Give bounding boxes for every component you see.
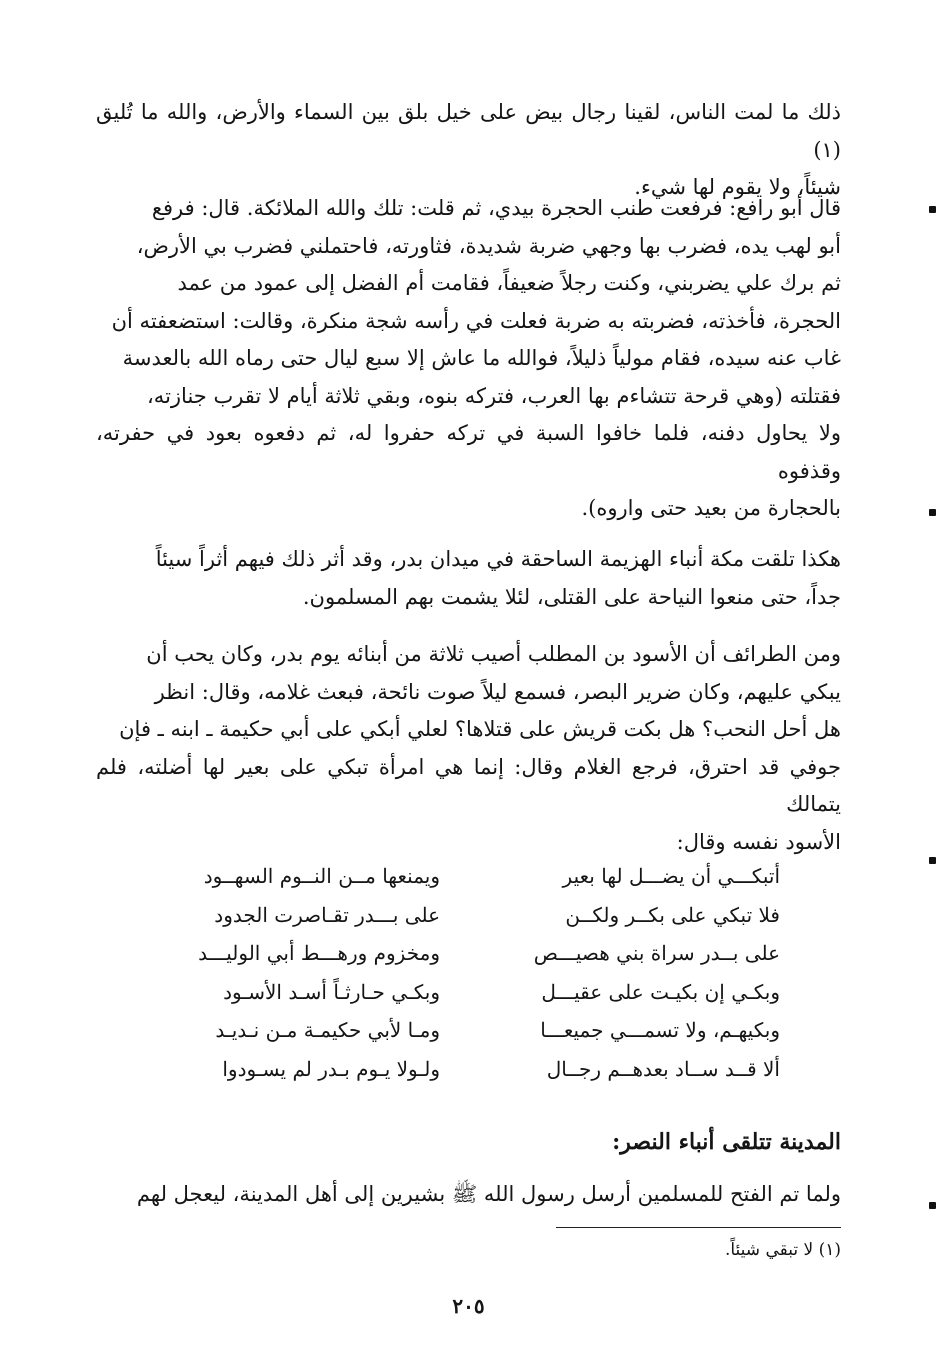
margin-mark bbox=[929, 206, 936, 213]
poem-first-hemistich: فلا تبكي على بكــر ولكــن bbox=[565, 902, 780, 927]
margin-mark bbox=[929, 1202, 936, 1209]
paragraph-line: بالحجارة من بعيد حتى واروه). bbox=[581, 496, 841, 520]
poem bbox=[160, 857, 780, 1088]
paragraph-line: ولا يحاول دفنه، فلما خافوا السبة في تركه حفروا له، ثم دفعوه بعود في حفرته، وقذفوه bbox=[96, 421, 841, 483]
section-heading: المدينة تتلقى أنباء النصر: bbox=[612, 1129, 841, 1155]
paragraph-4 bbox=[96, 636, 841, 861]
paragraph-line: يبكي عليهم، وكان ضرير البصر، فسمع ليلاً صوت نائحة، فبعث غلامه، وقال: انظر bbox=[154, 679, 841, 704]
poem-first-hemistich: أتبكـــي أن يضـــل لها بعير bbox=[562, 864, 780, 889]
margin-mark bbox=[929, 857, 936, 864]
paragraph-line: هل أحل النحب؟ هل بكت قريش على قتلاها؟ لعلي أبكي على أبي حكيمة ـ ابنه ـ فإن bbox=[119, 717, 841, 741]
margin-mark bbox=[929, 509, 936, 516]
paragraph-line: الحجرة، فأخذته، فضربته به ضربة فعلت في رأسه شجة منكرة، وقالت: استضعفته أن bbox=[111, 308, 841, 333]
poem-verse bbox=[160, 934, 780, 973]
poem-first-hemistich: وبكيهـم، ولا تسمـــي جميعـــا bbox=[540, 1018, 780, 1043]
footnote: (١) لا تبقي شيئاً. bbox=[724, 1240, 841, 1260]
paragraph-line: ذلك ما لمت الناس، لقينا رجال بيض على خيل بلق بين السماء والأرض، والله ما تُليق (١) bbox=[96, 100, 841, 162]
poem-second-hemistich: ومـا لأبي حكيمـة مـن نـديـد bbox=[215, 1018, 440, 1043]
paragraph-line: أبو لهب يده، فضرب بها وجهي ضربة شديدة، فثاورته، فاحتملني فضرب بي الأرض، bbox=[136, 233, 841, 258]
poem-verse bbox=[160, 896, 780, 935]
poem-verse bbox=[160, 857, 780, 896]
paragraph-line: ثم برك علي يضربني، وكنت رجلاً ضعيفاً، فقامت أم الفضل إلى عمود من عمد bbox=[177, 271, 841, 295]
poem-verse bbox=[160, 1050, 780, 1089]
poem-first-hemistich: على بــدر سراة بني هصيـــص bbox=[533, 941, 780, 966]
poem-verse bbox=[160, 973, 780, 1012]
poem-first-hemistich: وبكـي إن بكيـت على عقيـــل bbox=[541, 979, 780, 1004]
poem-second-hemistich: على بـــدر تقـاصرت الجدود bbox=[214, 902, 440, 927]
paragraph-line: جوفي قد احترق، فرجع الغلام وقال: إنما هي امرأة تبكي على بعير لها أضلته، فلم يتمالك bbox=[96, 754, 841, 816]
paragraph-line: الأسود نفسه وقال: bbox=[676, 829, 841, 854]
poem-second-hemistich: ويمنعها مــن النــوم السهــود bbox=[203, 864, 440, 889]
paragraph-3 bbox=[96, 541, 841, 616]
poem-first-hemistich: ألا قــد ســاد بعدهــم رجــال bbox=[546, 1056, 780, 1081]
poem-second-hemistich: ومخزوم ورهـــط أبي الوليـــد bbox=[198, 941, 440, 966]
paragraph-line: هكذا تلقت مكة أنباء الهزيمة الساحقة في ميدان بدر، وقد أثر ذلك فيهم أثراً سيئاً bbox=[155, 547, 841, 571]
paragraph-line: جداً، حتى منعوا النياحة على القتلى، لئلا يشمت بهم المسلمون. bbox=[302, 584, 841, 609]
paragraph-line: غاب عنه سيده، فقام مولياً ذليلاً، فوالله ما عاش إلا سبع ليال حتى رماه الله بالعدسة bbox=[122, 346, 841, 370]
page-number: ٢٠٥ bbox=[452, 1294, 485, 1318]
paragraph-line: فقتلته (وهي قرحة تتشاءم بها العرب، فتركه بنوه، وبقي ثلاثة أيام لا تقرب جنازته، bbox=[147, 383, 841, 408]
poem-verse bbox=[160, 1011, 780, 1050]
paragraph-line: ومن الطرائف أن الأسود بن المطلب أصيب ثلاثة من أبنائه يوم بدر، وكان يحب أن bbox=[146, 642, 841, 666]
paragraph-line: شيئاً، ولا يقوم لها شيء. bbox=[634, 175, 841, 199]
paragraph-5-line: ولما تم الفتح للمسلمين أرسل رسول الله ﷺ بشيرين إلى أهل المدينة، ليعجل لهم bbox=[136, 1182, 841, 1206]
poem-second-hemistich: وبكـي حـارثـاً أسـد الأسـود bbox=[223, 979, 440, 1004]
paragraph-line: قال أبو رافع: فرفعت طنب الحجرة بيدي، ثم قلت: تلك والله الملائكة. قال: فرفع bbox=[151, 196, 841, 220]
paragraph-2 bbox=[96, 190, 841, 528]
footnote-divider bbox=[556, 1227, 841, 1228]
poem-second-hemistich: ولـولا يـوم بـدر لم يسـودوا bbox=[222, 1056, 440, 1081]
